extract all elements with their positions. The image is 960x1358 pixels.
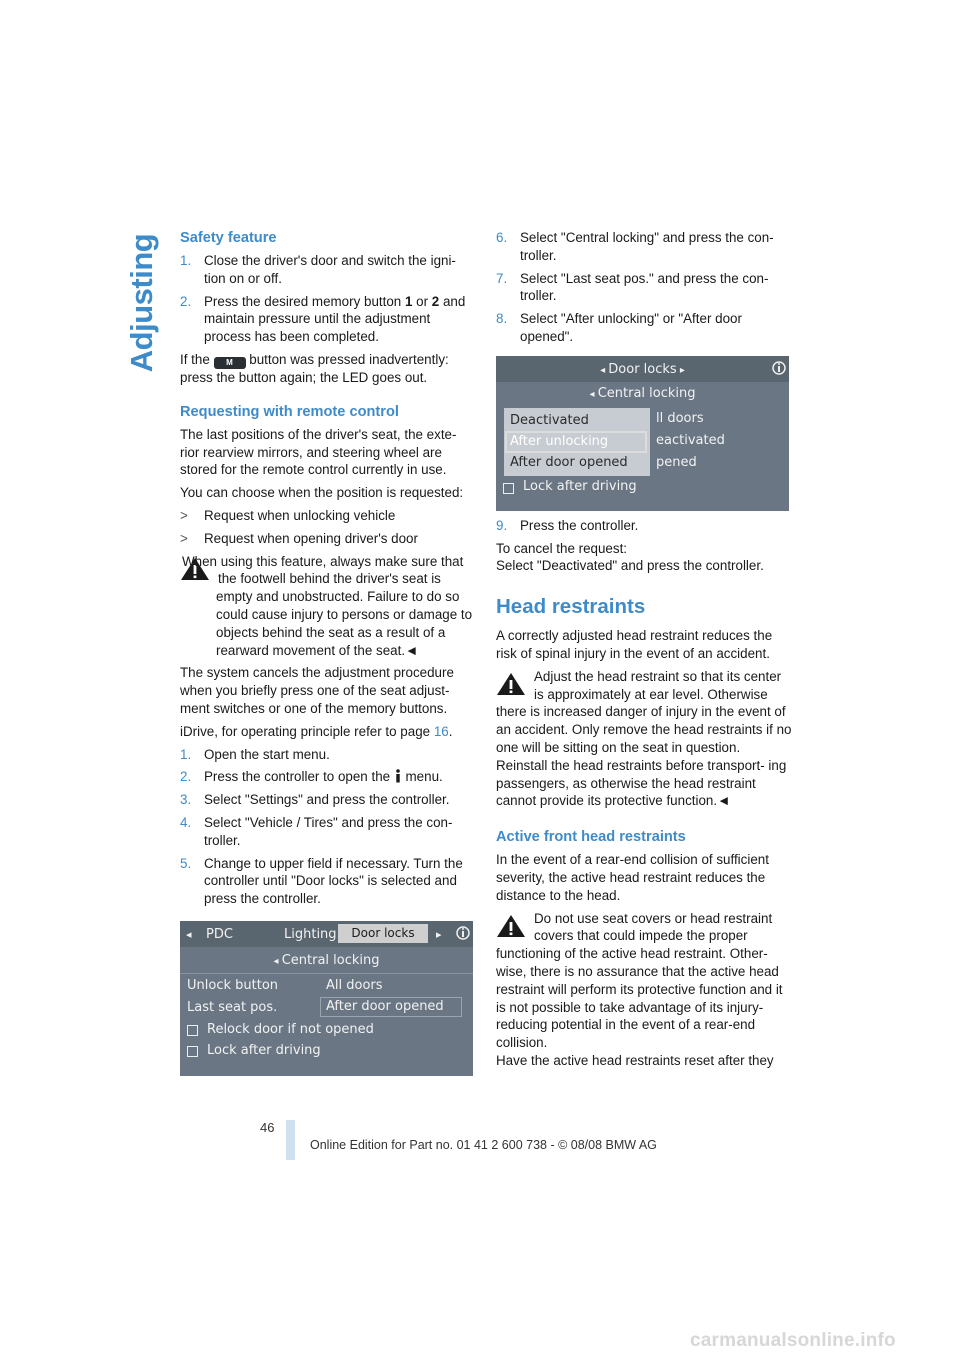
- menu-item-after-unlocking: After unlocking: [510, 433, 609, 449]
- warning-icon: [496, 672, 526, 696]
- watermark: carmanualsonline.info: [690, 1330, 896, 1351]
- arrow-left-icon: ◂: [186, 927, 192, 941]
- memory-button-note: If the M button was pressed inadvertently: press the button again; the LED goes out.: [180, 351, 449, 385]
- info-settings-icon: [456, 925, 470, 941]
- warning-block: Do not use seat covers or head restraint covers that could impede the proper functioning of the active head restraint. Other- wise, there is no assurance that the active head restraint will perform its protective function and it is not possible to take advantage of its injury- reducing potential in the event of a rear-end collision.: [496, 910, 783, 1051]
- page-number: 46: [260, 1120, 275, 1135]
- chapter-tab: [124, 228, 159, 378]
- chapter-label: Adjusting: [124, 233, 159, 373]
- heading-active-head-restraints: Active front head restraints: [496, 829, 686, 846]
- page-link[interactable]: 16: [433, 723, 449, 739]
- list-item: 5. Change to upper field if necessary. Turn the controller until "Door locks" is selected and press the controller.: [180, 855, 463, 907]
- arrow-right-icon: ▸: [436, 927, 442, 941]
- list-item: 3. Select "Settings" and press the controller.: [180, 792, 450, 808]
- right-column: 6. Select "Central locking" and press the con- troller. 7. Select "Last seat pos." and press the con- troller. 8. Select "After unlocking" or "After door opened". ◂ Door locks ▸ ◂ Central locking ll doors eactivated pened Deactivated After unlocking After door opened Lock after driving 9. Press the controller. To cancel the request: Select "Deactivated" and press the controller. Head restraints A correctly adjusted head restraint reduces the risk of spinal injury in the event of an accident. Adjust the head restraint so that its center is approximately at ear level. Otherwise there is increased danger of injury in the event of an accident. Only remove the head restraints if no one will be sitting on the seat in question. Reinstall the head restraints before transport- ing passengers, as otherwise the head restraint cannot provide its protective function.◄ Active front head restraints In the event of a rear-end collision of sufficient severity, the active head restraint reduces the distance to the head. Do not use seat covers or head restraint covers that could impede the proper functioning of the active head restraint. Other- wise, there is no assurance that the active head restraint will perform its protective function and it is not possible to take advantage of its injury- reducing potential in the event of a rear-end collision. Have the active head restraints reset after they: [496, 230, 792, 1068]
- warning-icon: [496, 914, 526, 938]
- checkbox-icon: [187, 1025, 198, 1036]
- list-item: 6. Select "Central locking" and press the con- troller.: [496, 230, 774, 263]
- idrive-reference: iDrive, for operating principle refer to page 16.: [180, 723, 453, 739]
- list-item: 8. Select "After unlocking" or "After door opened".: [496, 311, 742, 344]
- list-item: > Request when opening driver's door: [180, 530, 418, 546]
- checkbox-icon: [187, 1046, 198, 1057]
- list-item: 2. Press the desired memory button 1 or 2 and maintain pressure until the adjustment process has been completed.: [180, 293, 466, 345]
- info-settings-icon: [772, 360, 786, 376]
- warning-block: Adjust the head restraint so that its center is approximately at ear level. Otherwise there is increased danger of injury in the event of an accident. Only remove the head restraints if no one will be sitting on the seat in question. Reinstall the head restraints before transport- ing passengers, as otherwise the head restraint cannot provide its protective function.◄: [496, 668, 792, 809]
- menu-item-deactivated: Deactivated: [510, 412, 589, 428]
- menu-item-after-door-opened: After door opened: [510, 454, 628, 470]
- heading-head-restraints: Head restraints: [496, 595, 646, 619]
- left-column: Safety feature 1. Close the driver's door and switch the igni- tion on or off. 2. Press the desired memory button 1 or 2 and maintain pressure until the adjustment process has been completed. If the M button was pressed inadvertently: press the button again; the LED goes out. Requesting with remote control The last positions of the driver's seat, the exte- rior rearview mirrors, and steering wheel are stored for the remote control currently in use. You can choose when the position is requested: > Request when unlocking vehicle > Request when opening driver's door When using this feature, always make sure that the footwell behind the driver's seat is empty and unobstructed. Failure to do so could cause injury to persons or damage to objects behind the seat as a result of a rearward movement of the seat.◄ The system cancels the adjustment procedure when you briefly press one of the seat adjust- ment switches or one of the memory buttons. iDrive, for operating principle refer to page 16. 1. Open the start menu. 2. Press the controller to open the menu. 3. Select "Settings" and press the controller. 4. Select "Vehicle / Tires" and press the con- troller. 5. Change to upper field if necessary. Turn the controller until "Door locks" is selected and press the controller. ◂ PDC Lighting Door locks ▸ ◂ Central locking Unlock button All doors Last seat pos. After door opened Relock door if not opened Lock after driving: [180, 229, 476, 1082]
- list-item: 4. Select "Vehicle / Tires" and press the con- troller.: [180, 814, 453, 848]
- warning-block: When using this feature, always make sure that the footwell behind the driver's seat is empty and unobstructed. Failure to do so could cause injury to persons or damage to objects behind the seat as a result of a rearward movement of the seat.◄: [182, 553, 473, 658]
- tab-door-locks: Door locks: [338, 924, 428, 943]
- heading-safety-feature: Safety feature: [180, 230, 277, 246]
- checkbox-icon: [503, 483, 514, 494]
- idrive-screen-central-locking: ◂ Door locks ▸ ◂ Central locking ll doors eactivated pened Deactivated After unlocking After door opened Lock after driving: [496, 356, 789, 511]
- memory-m-button-icon: M: [214, 357, 246, 369]
- footer-bar: [286, 1120, 295, 1160]
- list-item: 1. Open the start menu.: [180, 746, 330, 762]
- list-item: > Request when unlocking vehicle: [180, 507, 396, 523]
- list-item: 1. Close the driver's door and switch the igni- tion on or off.: [180, 253, 456, 286]
- list-item: 2. Press the controller to open the menu.: [180, 769, 443, 785]
- info-icon: [394, 769, 402, 783]
- idrive-screen-door-locks: ◂ PDC Lighting Door locks ▸ ◂ Central locking Unlock button All doors Last seat pos. After door opened Relock door if not opened Lock after driving: [180, 921, 473, 1076]
- footer-edition: Online Edition for Part no. 01 41 2 600 738 - © 08/08 BMW AG: [310, 1138, 657, 1152]
- list-item: 7. Select "Last seat pos." and press the con- troller.: [496, 270, 769, 304]
- list-item: 9. Press the controller.: [496, 517, 639, 533]
- heading-remote-control: Requesting with remote control: [180, 403, 399, 420]
